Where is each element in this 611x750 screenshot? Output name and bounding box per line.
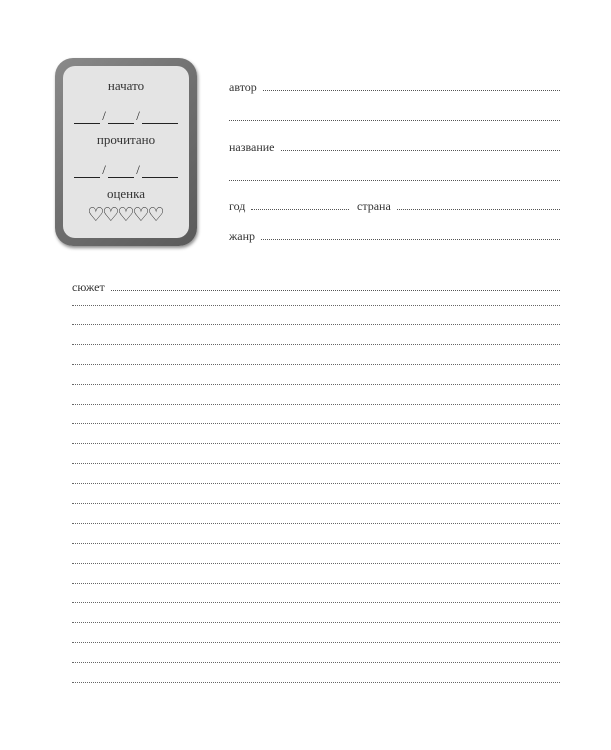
plot-ruled-line[interactable] (72, 682, 560, 683)
plot-ruled-line[interactable] (72, 305, 560, 306)
country-field[interactable] (357, 196, 560, 212)
heart-outline-icon[interactable]: ♡ (87, 205, 105, 226)
plot-ruled-line[interactable] (72, 622, 560, 623)
year-blank[interactable] (142, 112, 178, 124)
plot-ruled-line[interactable] (72, 364, 560, 365)
plot-field[interactable] (72, 277, 560, 293)
plot-ruled-line[interactable] (72, 602, 560, 603)
started-date-field[interactable] (74, 109, 178, 123)
date-separator: / (102, 162, 106, 177)
year-blank[interactable] (142, 166, 178, 178)
heart-outline-icon[interactable]: ♡ (147, 205, 165, 226)
year-line[interactable] (251, 209, 349, 210)
plot-ruled-line[interactable] (72, 423, 560, 424)
plot-ruled-line[interactable] (72, 503, 560, 504)
plot-ruled-line[interactable] (72, 662, 560, 663)
genre-line[interactable] (261, 239, 560, 240)
title-continuation-field[interactable] (229, 167, 560, 183)
country-label: страна (357, 199, 391, 213)
card-panel (63, 66, 189, 238)
plot-ruled-line[interactable] (72, 642, 560, 643)
title-line[interactable] (281, 150, 561, 151)
title-field[interactable] (229, 137, 560, 153)
heart-outline-icon[interactable]: ♡ (102, 205, 120, 226)
author-field[interactable] (229, 77, 560, 93)
book-info-card (55, 58, 197, 246)
heart-outline-icon[interactable]: ♡ (132, 205, 150, 226)
plot-ruled-line[interactable] (72, 563, 560, 564)
day-blank[interactable] (74, 166, 100, 178)
genre-label: жанр (229, 229, 256, 243)
started-label: начато (107, 78, 145, 93)
plot-ruled-line[interactable] (72, 404, 560, 405)
plot-label: сюжет (72, 280, 105, 294)
date-separator: / (136, 108, 140, 123)
plot-line[interactable] (111, 290, 560, 291)
plot-ruled-line[interactable] (72, 483, 560, 484)
author-label: автор (229, 80, 257, 94)
day-blank[interactable] (74, 112, 100, 124)
date-separator: / (136, 162, 140, 177)
plot-ruled-line[interactable] (72, 543, 560, 544)
plot-ruled-line[interactable] (72, 324, 560, 325)
rating-hearts[interactable] (63, 206, 189, 226)
plot-ruled-line[interactable] (72, 344, 560, 345)
plot-ruled-line[interactable] (72, 463, 560, 464)
read-date-field[interactable] (74, 163, 178, 177)
year-label: год (229, 199, 246, 213)
author-line[interactable] (263, 90, 560, 91)
read-label: прочитано (96, 132, 156, 147)
plot-ruled-line[interactable] (72, 583, 560, 584)
date-separator: / (102, 108, 106, 123)
heart-outline-icon[interactable]: ♡ (117, 205, 135, 226)
plot-ruled-line[interactable] (72, 384, 560, 385)
month-blank[interactable] (108, 112, 134, 124)
author-line-2[interactable] (229, 120, 560, 121)
genre-field[interactable] (229, 226, 560, 242)
plot-ruled-line[interactable] (72, 523, 560, 524)
month-blank[interactable] (108, 166, 134, 178)
rating-label: оценка (106, 186, 146, 201)
title-line-2[interactable] (229, 180, 560, 181)
country-line[interactable] (397, 209, 560, 210)
plot-ruled-line[interactable] (72, 443, 560, 444)
author-continuation-field[interactable] (229, 107, 560, 123)
title-label: название (229, 140, 275, 154)
year-field[interactable] (229, 196, 349, 212)
